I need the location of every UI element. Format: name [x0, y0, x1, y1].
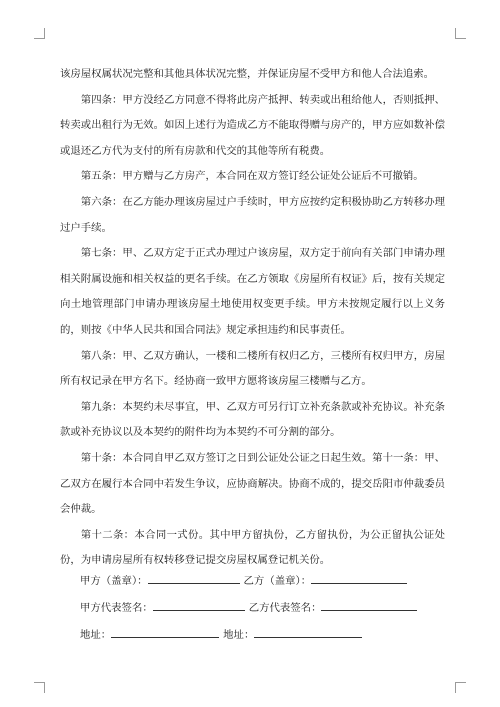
paragraph-article-9: 第九条：本契约未尽事宜，甲、乙双方可另行订立补充条款或补充协议。补充条款或补充协议以及本契约的附件均为本契约不可分割的部分。 — [60, 400, 445, 439]
paragraph-article-4: 第四条：甲方没经乙方同意不得将此房产抵押、转卖或出租给他人，否则抵押、转卖或出租行为无效。如因上述行为造成乙方不能取得赠与房产的，甲方应如数补偿或退还乙方代为支付的所有房款和代交的其他等所有税费。 — [60, 93, 445, 157]
party-b-address — [223, 622, 366, 649]
party-a-address-label: 地址： — [80, 629, 112, 641]
party-a-representative — [80, 595, 249, 622]
party-b-address-label: 地址： — [223, 629, 255, 641]
paragraph-article-8: 第八条：甲、乙双方确认，一楼和二楼所有权归乙方，三楼所有权归甲方，房屋所有权记录在甲方名下。经协商一致甲方愿将该房屋三楼赠与乙方。 — [60, 349, 445, 388]
party-b-address-blank[interactable] — [254, 625, 362, 638]
party-a-rep-label: 甲方代表签名： — [80, 602, 153, 614]
party-a-seal-label: 甲方（盖章）： — [80, 575, 148, 587]
document-body — [60, 62, 445, 574]
party-b-seal-blank[interactable] — [311, 571, 407, 584]
crop-mark-bottom-right — [455, 682, 466, 693]
party-b-rep-label: 乙方代表签名： — [248, 602, 322, 614]
crop-mark-top-right — [455, 28, 466, 39]
signature-row-address — [80, 622, 440, 649]
signature-row-representative — [80, 595, 440, 622]
party-a-rep-blank[interactable] — [153, 598, 245, 611]
paragraph-article-7: 第七条：甲、乙双方定于正式办理过户该房屋，双方定于前向有关部门申请办理相关附属设施和相关权益的更名手续。在乙方领取《房屋所有权证》后，按有关规定向土地管理部门申请办理该房屋土地使用权变更手续。甲方未按规定履行以上义务的，则按《中华人民共和国合同法》规定承担违约和民事责任。 — [60, 247, 445, 336]
party-a-seal — [80, 568, 244, 595]
party-a-address — [80, 622, 223, 649]
party-b-seal-label: 乙方（盖章）： — [243, 575, 312, 587]
paragraph-article-12: 第十二条：本合同一式份。其中甲方留执份，乙方留执份，为公正留执公证处份，为申请房屋所有权转移登记提交房屋权属登记机关份。 — [60, 528, 445, 567]
party-a-address-blank[interactable] — [111, 625, 219, 638]
party-a-seal-blank[interactable] — [148, 571, 240, 584]
paragraph-article-5: 第五条：甲方赠与乙方房产，本合同在双方签订经公证处公证后不可撤销。 — [80, 170, 424, 183]
crop-mark-top-left — [34, 28, 45, 39]
paragraph-article-10-11: 第十条：本合同自甲乙双方签订之日到公证处公证之日起生效。第十一条：甲、乙双方在履行本合同中若发生争议，应协商解决。协商不成的，提交岳阳市仲裁委员会仲裁。 — [60, 451, 445, 516]
crop-mark-bottom-left — [34, 682, 45, 693]
signature-row-seal — [80, 568, 440, 595]
party-b-representative — [249, 595, 422, 622]
signature-block — [80, 568, 440, 649]
party-b-seal — [244, 568, 412, 595]
paragraph-property-status: 该房屋权属状况完整和其他具体状况完整，并保证房屋不受甲方和他人合法追索。 — [60, 68, 435, 80]
party-b-rep-blank[interactable] — [321, 598, 417, 611]
paragraph-article-6: 第六条：在乙方能办理该房屋过户手续时，甲方应按约定积极协助乙方转移办理过户手续。 — [60, 195, 445, 234]
